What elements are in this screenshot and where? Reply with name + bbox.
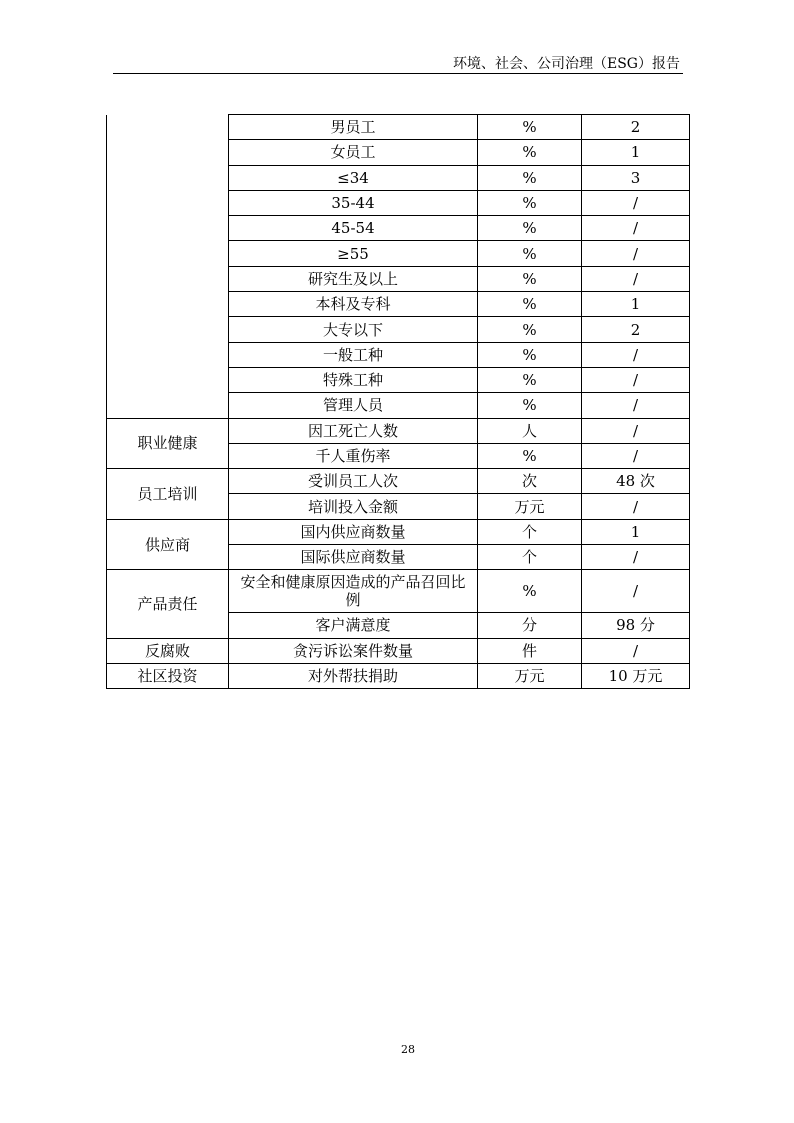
value-cell: 2	[582, 317, 690, 342]
indicator-cell: 客户满意度	[229, 613, 478, 638]
unit-cell: 万元	[478, 663, 582, 688]
value-cell: 1	[582, 292, 690, 317]
table-row	[107, 638, 690, 663]
indicator-cell: 男员工	[229, 115, 478, 140]
unit-cell: %	[478, 367, 582, 392]
value-cell: /	[582, 638, 690, 663]
value-cell: /	[582, 216, 690, 241]
value-cell: 3	[582, 165, 690, 190]
category-cell: 职业健康	[107, 418, 229, 469]
report-title: 环境、社会、公司治理（ESG）报告	[453, 56, 680, 72]
unit-cell: %	[478, 165, 582, 190]
value-cell: /	[582, 570, 690, 613]
category-cell: 产品责任	[107, 570, 229, 638]
unit-cell: %	[478, 317, 582, 342]
value-cell: /	[582, 190, 690, 215]
page-header	[113, 56, 683, 74]
esg-data-table	[106, 114, 690, 689]
indicator-text: 安全和健康原因造成的产品召回比例	[240, 573, 466, 610]
value-cell: /	[582, 266, 690, 291]
unit-cell: 个	[478, 519, 582, 544]
unit-cell: %	[478, 570, 582, 613]
unit-cell: %	[478, 266, 582, 291]
indicator-cell: 对外帮扶捐助	[229, 663, 478, 688]
indicator-cell: 国际供应商数量	[229, 545, 478, 570]
value-cell: 1	[582, 519, 690, 544]
indicator-cell: 研究生及以上	[229, 266, 478, 291]
value-cell: /	[582, 241, 690, 266]
table-row	[107, 115, 690, 140]
value-cell: 48 次	[582, 469, 690, 494]
indicator-cell: 因工死亡人数	[229, 418, 478, 443]
value-cell: /	[582, 418, 690, 443]
unit-cell: %	[478, 115, 582, 140]
unit-cell: %	[478, 190, 582, 215]
category-cell: 供应商	[107, 519, 229, 570]
unit-cell: %	[478, 292, 582, 317]
category-cell: 员工培训	[107, 469, 229, 520]
table-row	[107, 663, 690, 688]
unit-cell: %	[478, 241, 582, 266]
table-row	[107, 418, 690, 443]
unit-cell: 万元	[478, 494, 582, 519]
table-row	[107, 570, 690, 613]
value-cell: /	[582, 342, 690, 367]
indicator-cell: 大专以下	[229, 317, 478, 342]
indicator-cell	[229, 570, 478, 613]
indicator-cell: 千人重伤率	[229, 443, 478, 468]
unit-cell: %	[478, 216, 582, 241]
value-cell: 1	[582, 140, 690, 165]
unit-cell: %	[478, 393, 582, 418]
unit-cell: 件	[478, 638, 582, 663]
unit-cell: 个	[478, 545, 582, 570]
indicator-cell: 管理人员	[229, 393, 478, 418]
value-cell: /	[582, 494, 690, 519]
table-row	[107, 519, 690, 544]
value-cell: /	[582, 367, 690, 392]
value-cell: 10 万元	[582, 663, 690, 688]
value-cell: 98 分	[582, 613, 690, 638]
unit-cell: 分	[478, 613, 582, 638]
indicator-cell: 本科及专科	[229, 292, 478, 317]
unit-cell: 人	[478, 418, 582, 443]
unit-cell: %	[478, 342, 582, 367]
indicator-cell: 受训员工人次	[229, 469, 478, 494]
category-cell: 社区投资	[107, 663, 229, 688]
value-cell: /	[582, 393, 690, 418]
indicator-cell: 35-44	[229, 190, 478, 215]
category-cell: 反腐败	[107, 638, 229, 663]
indicator-cell: ≥55	[229, 241, 478, 266]
category-cell-continued	[107, 115, 229, 419]
indicator-cell: 一般工种	[229, 342, 478, 367]
page-number: 28	[401, 1043, 415, 1056]
unit-cell: %	[478, 140, 582, 165]
value-cell: 2	[582, 115, 690, 140]
indicator-cell: 培训投入金额	[229, 494, 478, 519]
table-row	[107, 469, 690, 494]
indicator-cell: 45-54	[229, 216, 478, 241]
indicator-cell: 国内供应商数量	[229, 519, 478, 544]
value-cell: /	[582, 545, 690, 570]
value-cell: /	[582, 443, 690, 468]
unit-cell: %	[478, 443, 582, 468]
indicator-cell: 贪污诉讼案件数量	[229, 638, 478, 663]
indicator-cell: 特殊工种	[229, 367, 478, 392]
indicator-cell: ≤34	[229, 165, 478, 190]
indicator-cell: 女员工	[229, 140, 478, 165]
unit-cell: 次	[478, 469, 582, 494]
